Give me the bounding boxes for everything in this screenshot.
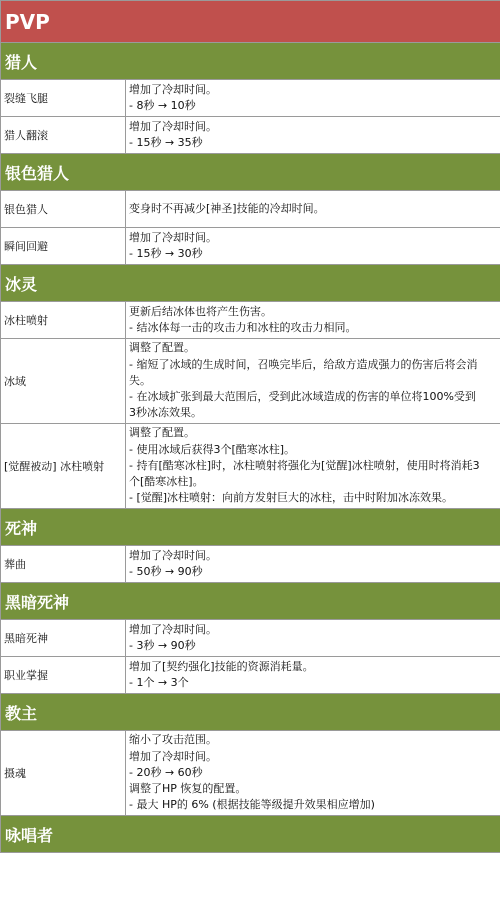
change-description [126,546,500,583]
section-header: 银色猎人 [1,154,500,191]
skill-name: 裂缝飞腿 [1,80,126,117]
skill-row [1,117,500,154]
skill-row [1,191,500,228]
skill-row [1,731,500,816]
description-line: 失。 [129,373,151,387]
description-line: 更新后结冰体也将产生伤害。 [129,304,272,318]
description-line: 增加了冷却时间。 [129,119,217,133]
section-header: 冰灵 [1,265,500,302]
description-line: 变身时不再减少[神圣]技能的冷却时间。 [129,201,325,215]
change-description [126,80,500,117]
skill-name: 瞬间回避 [1,228,126,265]
description-line: 增加了冷却时间。 [129,622,217,636]
description-line: - 15秒 → 30秒 [129,247,203,260]
description-line: 调整了配置。 [129,341,195,355]
change-description [126,339,500,424]
section-row [1,265,500,302]
skill-row [1,657,500,694]
description-line: - [觉醒]冰柱喷射：向前方发射巨大的冰柱，击中时附加冰冻效果。 [129,491,454,505]
section-row [1,509,500,546]
change-description [126,657,500,694]
section-header: 死神 [1,509,500,546]
skill-name: 摄魂 [1,731,126,816]
change-description [126,731,500,816]
section-row [1,43,500,80]
section-header: 教主 [1,694,500,731]
page-title: PVP [1,1,500,43]
skill-row [1,546,500,583]
skill-row [1,620,500,657]
description-line: - 使用冰域后获得3个[酷寒冰柱]。 [129,442,296,456]
skill-row [1,339,500,424]
change-description [126,620,500,657]
description-line: 3秒冰冻效果。 [129,406,202,420]
skill-name: 葬曲 [1,546,126,583]
description-line: 缩小了攻击范围。 [129,733,217,747]
change-description [126,424,500,509]
description-line: - 最大 HP的 6% (根据技能等级提升效果相应增加) [129,798,375,812]
skill-row [1,80,500,117]
skill-name: 冰域 [1,339,126,424]
description-line: 调整了HP 恢复的配置。 [129,782,247,796]
description-line: - 缩短了冰域的生成时间，召唤完毕后，给敌方造成强力的伤害后将会消 [129,357,478,371]
description-line: - 3秒 → 90秒 [129,639,196,652]
description-line: - 15秒 → 35秒 [129,136,203,149]
section-header: 猎人 [1,43,500,80]
description-line: - 持有[酷寒冰柱]时，冰柱喷射将强化为[觉醒]冰柱喷射，使用时将消耗3 [129,458,480,472]
description-line: - 8秒 → 10秒 [129,99,196,112]
section-row [1,154,500,191]
description-line: 调整了配置。 [129,426,195,440]
skill-name: 冰柱喷射 [1,302,126,339]
title-row [1,1,500,43]
skill-name: 职业掌握 [1,657,126,694]
description-line: - 1个 → 3个 [129,676,189,689]
description-line: - 在冰域扩张到最大范围后，受到此冰域造成的伤害的单位将100%受到 [129,390,476,404]
section-row [1,694,500,731]
section-row [1,583,500,620]
change-description [126,191,500,228]
description-line: 增加了[契约强化]技能的资源消耗量。 [129,659,314,673]
description-line: 增加了冷却时间。 [129,82,217,96]
skill-name: 银色猎人 [1,191,126,228]
section-header: 咏唱者 [1,816,500,853]
description-line: 增加了冷却时间。 [129,749,217,763]
change-description [126,228,500,265]
skill-name: [觉醒被动] 冰柱喷射 [1,424,126,509]
skill-name: 猎人翻滚 [1,117,126,154]
skill-row [1,302,500,339]
change-description [126,302,500,339]
description-line: 增加了冷却时间。 [129,548,217,562]
section-header: 黑暗死神 [1,583,500,620]
description-line: - 结冰体每一击的攻击力和冰柱的攻击力相同。 [129,321,357,334]
change-description [126,117,500,154]
skill-name: 黑暗死神 [1,620,126,657]
section-row [1,816,500,853]
description-line: 增加了冷却时间。 [129,230,217,244]
skill-row [1,228,500,265]
description-line: - 20秒 → 60秒 [129,765,203,779]
description-line: - 50秒 → 90秒 [129,565,203,578]
description-line: 个[酷寒冰柱]。 [129,475,204,489]
skill-row [1,424,500,509]
